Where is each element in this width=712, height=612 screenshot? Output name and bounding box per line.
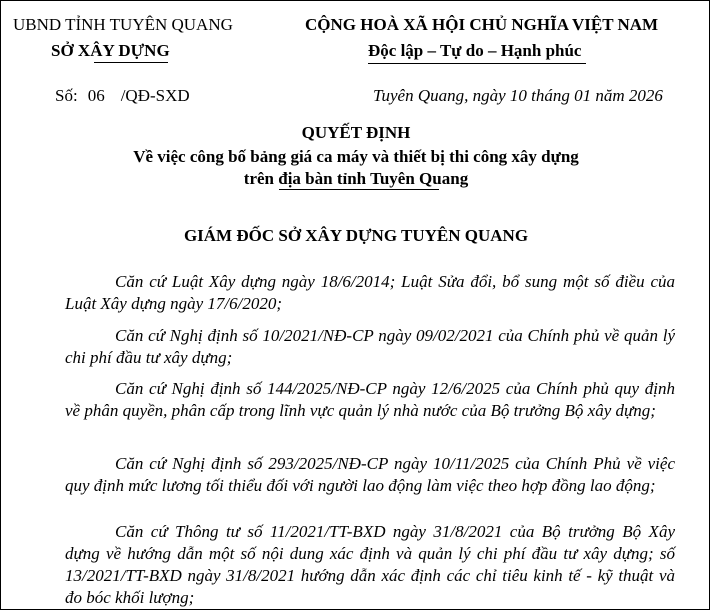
legal-basis-paragraph [65, 378, 675, 422]
document-type-title: QUYẾT ĐỊNH [301, 123, 411, 142]
agency-name: UBND TỈNH TUYÊN QUANG [13, 15, 233, 34]
department-name: SỞ XÂY DỰNG [51, 41, 170, 60]
legal-basis-paragraph [65, 521, 675, 609]
national-title: CỘNG HOÀ XÃ HỘI CHỦ NGHĨA VIỆT NAM [305, 15, 659, 34]
subject-line-2: trên địa bàn tỉnh Tuyên Quang [243, 169, 469, 188]
paragraph-text: Căn cứ Luật Xây dựng ngày 18/6/2014; Luật Sửa đổi, bổ sung một số điều của Luật Xây dựng ngày 17/6/2020; [65, 272, 675, 313]
legal-basis-paragraph [65, 453, 675, 497]
department-underline [94, 62, 168, 63]
issuer-heading: GIÁM ĐỐC SỞ XÂY DỰNG TUYÊN QUANG [183, 226, 529, 245]
subject-line-1: Về việc công bố bảng giá ca máy và thiết bị thi công xây dựng [133, 147, 579, 166]
place-date: Tuyên Quang, ngày 10 tháng 01 năm 2026 [373, 86, 663, 105]
number-label: Số: [55, 86, 78, 105]
subject-underline [279, 189, 439, 190]
legal-basis-paragraph [65, 325, 675, 369]
national-motto: Độc lập – Tự do – Hạnh phúc [368, 41, 582, 60]
paragraph-text: Căn cứ Thông tư số 11/2021/TT-BXD ngày 31/8/2021 của Bộ trưởng Bộ Xây dựng về hướng dẫn một số nội dung xác định và quản lý chi phí đầu tư xây dựng; số 13/2021/TT-BXD ngày 31/8/2021 hướng dẫn xác định các chỉ tiêu kinh tế - kỹ thuật và đo bóc khối lượng; [65, 522, 675, 607]
document-number [55, 86, 190, 106]
motto-underline [368, 63, 586, 64]
legal-basis-paragraph [65, 271, 675, 315]
number-code: /QĐ-SXD [120, 86, 190, 105]
paragraph-text: Căn cứ Nghị định số 10/2021/NĐ-CP ngày 09/02/2021 của Chính phủ về quản lý chi phí đầu tư xây dựng; [65, 326, 675, 367]
number-value: 06 [87, 86, 105, 105]
paragraph-text: Căn cứ Nghị định số 144/2025/NĐ-CP ngày 12/6/2025 của Chính phủ quy định về phân quyền, phân cấp trong lĩnh vực quản lý nhà nước của Bộ trưởng Bộ xây dựng; [65, 379, 675, 420]
paragraph-text: Căn cứ Nghị định số 293/2025/NĐ-CP ngày 10/11/2025 của Chính Phủ về việc quy định mức lương tối thiểu đối với người lao động làm việc theo hợp đồng lao động; [65, 454, 675, 495]
